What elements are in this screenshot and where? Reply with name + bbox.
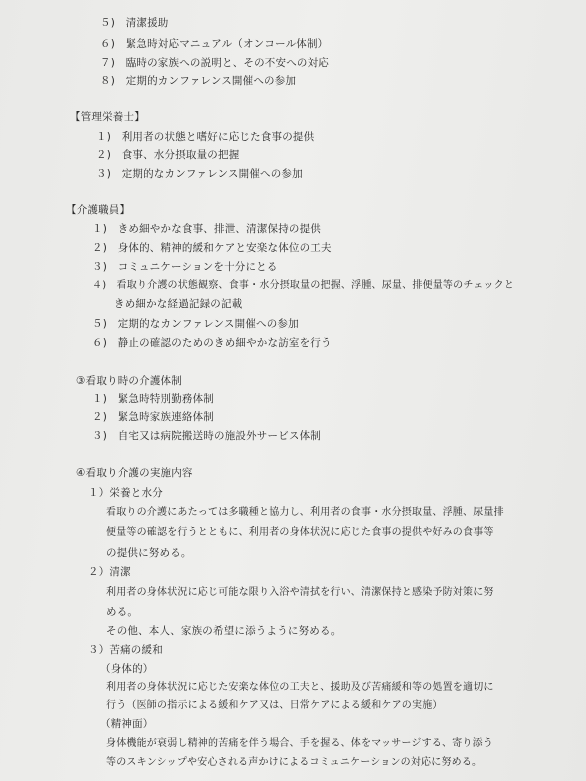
paragraph-line: 便量等の確認を行うとともに、利用者の身体状況に応じた食事の提供や好みの食事等	[106, 527, 494, 538]
list-item: ７) 臨時の家族への説明と、その不安への対応	[100, 57, 330, 69]
paragraph-line: 利用者の身体状況に応じた安楽な体位の工夫と、援助及び苦痛緩和等の処置を適切に	[106, 682, 494, 693]
paragraph-line: の提供に努める。	[106, 547, 192, 559]
subsection-title: ２）清潔	[88, 566, 131, 578]
paragraph-line: 身体機能が衰弱し精神的苦痛を伴う場合、手を握る、体をマッサージする、寄り添う	[106, 738, 493, 749]
subsection-label: （身体的）	[100, 663, 154, 675]
paragraph-line: その他、本人、家族の希望に添うように努める。	[106, 625, 342, 637]
list-item: ４) 看取り介護の状態観察、食事・水分摂取量の把握、浮腫、尿量、排便量等のチェックと	[92, 280, 515, 291]
list-item-continuation: きめ細かな経過記録の記載	[114, 298, 243, 310]
list-item: ６) 緊急時対応マニュアル（オンコール体制）	[100, 38, 329, 50]
section-heading-care-content: ④看取り介護の実施内容	[76, 467, 193, 479]
list-item: ６) 静止の確認のためのきめ細やかな訪室を行う	[92, 337, 332, 349]
subsection-title: １）栄養と水分	[88, 487, 163, 499]
list-item: １) 利用者の状態と嗜好に応じた食事の提供	[96, 131, 315, 143]
list-item: ３) 定期的なカンファレンス開催への参加	[96, 168, 303, 180]
list-item: １) 緊急時特別勤務体制	[92, 393, 215, 405]
list-item: ３) コミュニケーションを十分にとる	[92, 261, 278, 273]
section-heading-care-staff: 【介護職員】	[66, 204, 131, 216]
subsection-title: ３）苦痛の緩和	[88, 644, 163, 656]
paragraph-line: 看取りの介護にあたっては多職種と協力し、利用者の食事・水分摂取量、浮腫、尿量排	[106, 507, 504, 518]
list-item: ５) 清潔援助	[100, 17, 169, 29]
paragraph-line: 等のスキンシップや安心される声かけによるコミュニケーションの対応に努める。	[106, 757, 483, 768]
paragraph-line: 利用者の身体状況に応じ可能な限り入浴や清拭を行い、清潔保持と感染予防対策に努	[106, 587, 494, 598]
paragraph-line: める。	[106, 606, 139, 618]
list-item: ８) 定期的カンファレンス開催への参加	[100, 75, 297, 87]
paragraph-line: 行う（医師の指示による緩和ケア又は、日常ケアによる緩和ケアの実施）	[106, 700, 443, 711]
list-item: ２) 緊急時家族連絡体制	[92, 411, 215, 423]
list-item: ２) 身体的、精神的緩和ケアと安楽な体位の工夫	[92, 242, 332, 254]
subsection-label: （精神面）	[100, 718, 154, 730]
list-item: ３) 自宅又は病院搬送時の施設外サービス体制	[92, 430, 322, 442]
section-heading-care-system: ③看取り時の介護体制	[76, 375, 182, 387]
list-item: １) きめ細やかな食事、排泄、清潔保持の提供	[92, 223, 322, 235]
section-heading-dietitian: 【管理栄養士】	[70, 111, 145, 123]
list-item: ２) 食事、水分摂取量の把握	[96, 149, 240, 161]
list-item: ５) 定期的なカンファレンス開催への参加	[92, 318, 299, 330]
